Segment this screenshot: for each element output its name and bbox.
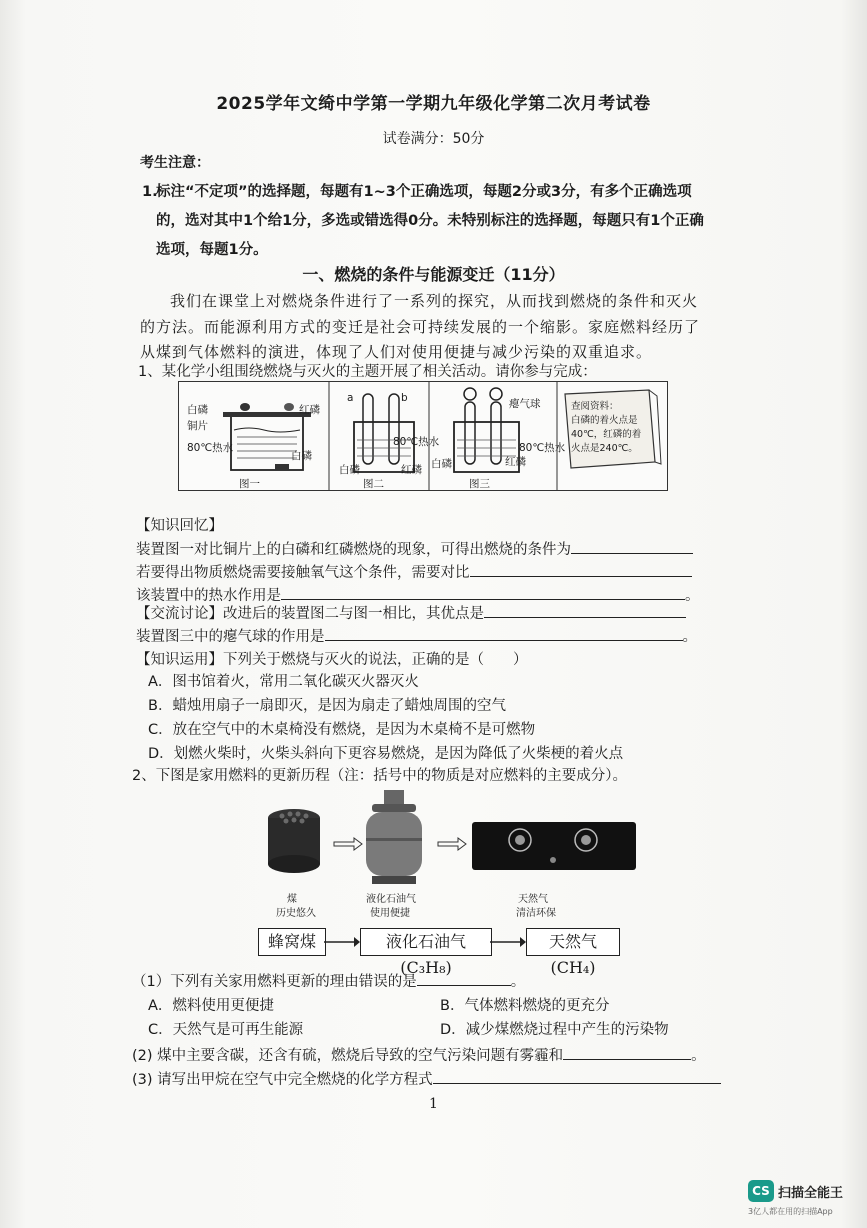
gas-stove-photo bbox=[472, 822, 636, 870]
flow-arrow-2-icon bbox=[490, 934, 526, 950]
fig1-label-copper: 铜片 bbox=[187, 420, 208, 432]
coal-photo bbox=[268, 809, 320, 873]
q2-option-c[interactable]: C．天然气是可再生能源 bbox=[148, 1022, 304, 1038]
note-line-2: 白磷的着火点是 bbox=[571, 415, 638, 426]
notice-heading: 考生注意： bbox=[140, 155, 210, 171]
q1-stem: 1、某化学小组围绕燃烧与灭火的主题开展了相关活动。请你参与完成： bbox=[138, 364, 597, 380]
discuss-1-text: 改进后的装置图二与图一相比，其优点是 bbox=[223, 606, 484, 622]
note-line-1: 查阅资料： bbox=[571, 401, 619, 412]
full-score: 试卷满分：50分 bbox=[382, 131, 485, 147]
recall-2-blank[interactable] bbox=[470, 562, 692, 577]
option-b[interactable]: B．蜡烛用扇子一扇即灭，是因为扇走了蜡烛周围的空气 bbox=[148, 698, 506, 714]
apply-line bbox=[136, 648, 528, 669]
discuss-2-text: 装置图三中的瘪气球的作用是 bbox=[136, 629, 325, 645]
recall-3-blank[interactable] bbox=[281, 585, 685, 600]
q2-sub1 bbox=[132, 970, 525, 991]
photo-lpg-name: 液化石油气 bbox=[366, 894, 416, 905]
q2-sub2-end: 。 bbox=[691, 1048, 706, 1064]
q2-sub1-end: 。 bbox=[510, 974, 526, 990]
q2-stem: 2、下图是家用燃料的更新历程（注：括号中的物质是对应燃料的主要成分）。 bbox=[132, 768, 627, 784]
recall-1-text: 装置图一对比铜片上的白磷和红磷燃烧的现象，可得出燃烧的条件为 bbox=[136, 542, 571, 558]
flow-lpg: 液化石油气(C₃H₈) bbox=[360, 928, 492, 956]
option-d[interactable]: D．划燃火柴时，火柴头斜向下更容易燃烧，是因为降低了火柴梗的着火点 bbox=[148, 746, 624, 762]
fig2-label-red-p: 红磷 bbox=[401, 464, 422, 476]
note-line-3: 40℃，红磷的着 bbox=[571, 429, 642, 440]
discuss-2-end: 。 bbox=[682, 629, 697, 645]
fig2-apparatus bbox=[354, 394, 414, 472]
fig1-caption: 图一 bbox=[239, 478, 260, 490]
recall-line-1 bbox=[136, 538, 693, 559]
fig2-caption: 图二 bbox=[363, 478, 384, 490]
q2-sub2-text: (2) 煤中主要含碳，还含有硫，燃烧后导致的空气污染问题有雾霾和 bbox=[132, 1048, 564, 1064]
discuss-label: 【交流讨论】 bbox=[136, 606, 223, 622]
fig2-label-hot-water: 80℃热水 bbox=[393, 436, 440, 448]
scanner-subtitle: 3亿人都在用的扫描App bbox=[748, 1207, 833, 1216]
arrow-1-icon bbox=[334, 838, 362, 850]
q2-sub1-text: （1）下列有关家用燃料更新的理由错误的是 bbox=[132, 974, 417, 990]
recall-2-text: 若要得出物质燃烧需要接触氧气这个条件，需要对比 bbox=[136, 565, 470, 581]
q2-sub2-blank[interactable] bbox=[563, 1045, 691, 1060]
recall-line-2 bbox=[136, 561, 692, 582]
q2-sub1-blank[interactable] bbox=[417, 971, 511, 986]
q2-sub3-blank[interactable] bbox=[433, 1069, 721, 1084]
fig1-label-white-p-water: 白磷 bbox=[291, 450, 312, 462]
flow-natural-gas: 天然气(CH₄) bbox=[526, 928, 620, 956]
fig3-caption: 图三 bbox=[469, 478, 490, 490]
q2-sub2 bbox=[132, 1044, 706, 1065]
q2-option-b[interactable]: B．气体燃料燃烧的更充分 bbox=[440, 998, 610, 1014]
photo-gas-name: 天然气 bbox=[518, 894, 548, 905]
fig2-label-a: a bbox=[347, 392, 354, 404]
discuss-line-2 bbox=[136, 625, 697, 646]
photo-coal-desc: 历史悠久 bbox=[276, 908, 316, 919]
discuss-1-blank[interactable] bbox=[484, 603, 686, 618]
fig3-label-hot-water: 80℃热水 bbox=[519, 442, 566, 454]
fuel-photos bbox=[260, 788, 640, 888]
scanner-logo: CS bbox=[748, 1180, 774, 1202]
recall-3-text: 该装置中的热水作用是 bbox=[136, 588, 281, 604]
notice-text: 标注“不定项”的选择题，每题有1~3个正确选项，每题2分或3分，有多个正确选项的，选对其中1个给1分，多选或错选得0分。未特别标注的选择题，每题只有1个正确选项，每题1分。 bbox=[156, 184, 704, 258]
recall-3-end: 。 bbox=[685, 588, 700, 604]
page-number: 1 bbox=[429, 1096, 438, 1112]
photo-coal-name: 煤 bbox=[287, 894, 297, 905]
flow-arrow-1-icon bbox=[324, 934, 360, 950]
q2-option-d[interactable]: D．减少煤燃烧过程中产生的污染物 bbox=[440, 1022, 669, 1038]
recall-1-blank[interactable] bbox=[571, 539, 693, 554]
q2-sub3 bbox=[132, 1068, 721, 1089]
photo-lpg-desc: 使用便捷 bbox=[370, 908, 410, 919]
discuss-2-blank[interactable] bbox=[325, 626, 683, 641]
fig3-label-balloon: 瘪气球 bbox=[509, 398, 541, 410]
note-line-4: 火点是240℃。 bbox=[571, 443, 638, 454]
apply-label: 【知识运用】 bbox=[136, 652, 223, 668]
q2-sub3-text: (3) 请写出甲烷在空气中完全燃烧的化学方程式 bbox=[132, 1072, 433, 1088]
fig2-label-b: b bbox=[401, 392, 408, 404]
fig1-label-hot-water: 80℃热水 bbox=[187, 442, 234, 454]
notice-item bbox=[142, 178, 712, 265]
flow-coal: 蜂窝煤 bbox=[258, 928, 326, 956]
apply-stem: 下列关于燃烧与灭火的说法，正确的是（ ） bbox=[223, 652, 528, 668]
recall-label: 【知识回忆】 bbox=[136, 518, 223, 534]
q2-option-a[interactable]: A．燃料使用更便捷 bbox=[148, 998, 274, 1014]
fig1-label-red-p: 红磷 bbox=[299, 404, 320, 416]
fig3-label-white-p: 白磷 bbox=[431, 458, 452, 470]
exam-title: 2025学年文绮中学第一学期九年级化学第二次月考试卷 bbox=[216, 94, 651, 114]
fig3-label-red-p: 红磷 bbox=[505, 456, 526, 468]
option-c[interactable]: C．放在空气中的木桌椅没有燃烧，是因为木桌椅不是可燃物 bbox=[148, 722, 536, 738]
notice-number: 1. bbox=[142, 184, 158, 200]
arrow-2-icon bbox=[438, 838, 466, 850]
lpg-cylinder-photo bbox=[366, 790, 422, 884]
fig1-label-white-p: 白磷 bbox=[187, 404, 208, 416]
discuss-line-1 bbox=[136, 602, 686, 623]
scanner-title: 扫描全能王 bbox=[778, 1186, 844, 1201]
section-heading: 一、燃烧的条件与能源变迁（11分） bbox=[302, 265, 565, 284]
photo-gas-desc: 清洁环保 bbox=[516, 908, 556, 919]
section-intro: 我们在课堂上对燃烧条件进行了一系列的探究，从而找到燃烧的条件和灭火的方法。而能源利用方式的变迁是社会可持续发展的一个缩影。家庭燃料经历了从煤到气体燃料的演进，体现了人们对使用便捷与减少污染的双重追求。 bbox=[140, 292, 701, 361]
fig2-label-white-p: 白磷 bbox=[339, 464, 360, 476]
option-a[interactable]: A．图书馆着火，常用二氧化碳灭火器灭火 bbox=[148, 674, 419, 690]
experiment-figures bbox=[178, 381, 668, 491]
